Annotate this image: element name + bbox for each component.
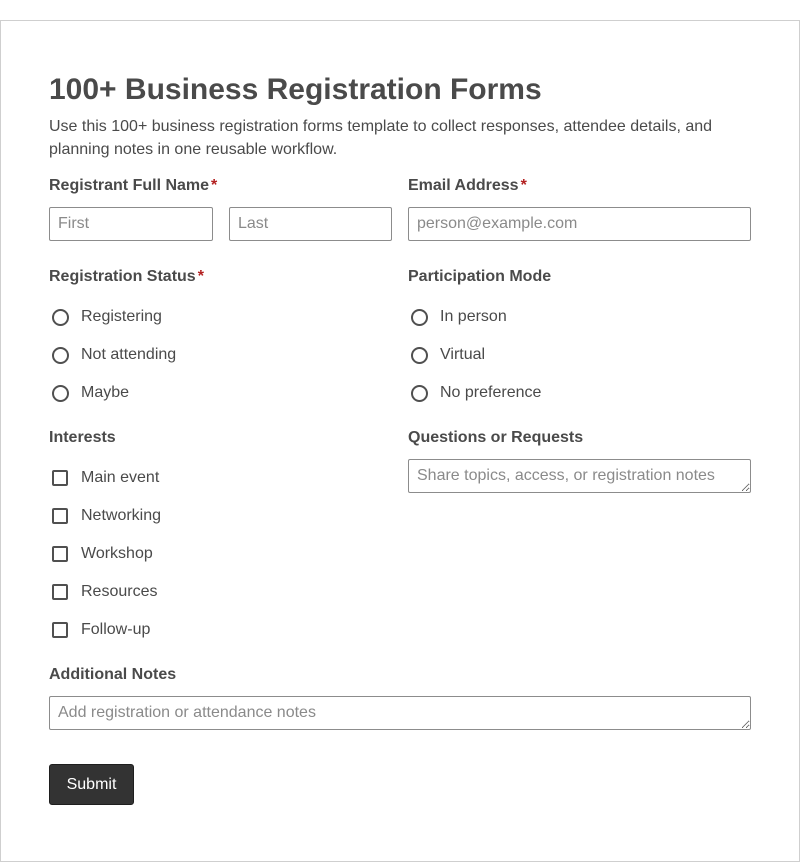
mode-option-in-person[interactable] (408, 305, 507, 329)
radio-button[interactable] (411, 385, 428, 402)
interest-option-resources[interactable] (49, 580, 157, 604)
radio-button[interactable] (411, 347, 428, 364)
notes-label-text: Additional Notes (49, 666, 177, 683)
status-option-label: Maybe (81, 384, 130, 401)
status-option-not-attending[interactable] (49, 343, 176, 367)
mode-option-label: No preference (440, 384, 542, 401)
mode-option-label: In person (440, 308, 507, 325)
interest-option-label: Resources (81, 583, 158, 600)
mode-label (408, 268, 551, 286)
interest-option-networking[interactable] (49, 504, 161, 528)
interest-option-follow-up[interactable] (49, 618, 150, 642)
radio-button[interactable] (52, 385, 69, 402)
form-title: 100+ Business Registration Forms (49, 73, 542, 106)
questions-textarea[interactable] (408, 459, 751, 493)
status-option-label: Not attending (81, 346, 177, 363)
email-label (408, 177, 527, 195)
last-name-input[interactable] (229, 207, 392, 241)
checkbox[interactable] (52, 584, 68, 600)
mode-label-text: Participation Mode (408, 268, 552, 285)
first-name-input[interactable] (49, 207, 213, 241)
submit-button[interactable]: Submit (49, 764, 134, 805)
name-label (49, 177, 217, 195)
notes-label (49, 666, 176, 684)
status-label (49, 268, 204, 286)
required-marker: * (197, 268, 204, 285)
email-label-text: Email Address (408, 177, 519, 194)
radio-button[interactable] (52, 347, 69, 364)
form-card (0, 20, 800, 862)
status-option-maybe[interactable] (49, 381, 129, 405)
interests-label-text: Interests (49, 429, 116, 446)
mode-option-no-preference[interactable] (408, 381, 541, 405)
checkbox[interactable] (52, 546, 68, 562)
email-input[interactable] (408, 207, 751, 241)
interest-option-label: Workshop (81, 545, 153, 562)
radio-button[interactable] (52, 309, 69, 326)
notes-textarea[interactable] (49, 696, 751, 730)
mode-option-label: Virtual (440, 346, 486, 363)
questions-label-text: Questions or Requests (408, 429, 584, 446)
checkbox[interactable] (52, 470, 68, 486)
status-option-registering[interactable] (49, 305, 162, 329)
interest-option-workshop[interactable] (49, 542, 153, 566)
radio-button[interactable] (411, 309, 428, 326)
required-marker: * (520, 177, 527, 194)
form-description: Use this 100+ business registration forms template to collect responses, attendee details, and planning notes in one reusable workflow. (49, 118, 713, 158)
interest-option-label: Follow-up (81, 621, 151, 638)
interest-option-label: Networking (81, 507, 162, 524)
required-marker: * (211, 177, 218, 194)
interest-option-main-event[interactable] (49, 466, 159, 490)
name-label-text: Registrant Full Name (49, 177, 210, 194)
status-option-label: Registering (81, 308, 162, 325)
checkbox[interactable] (52, 622, 68, 638)
checkbox[interactable] (52, 508, 68, 524)
status-label-text: Registration Status (49, 268, 196, 285)
mode-option-virtual[interactable] (408, 343, 485, 367)
interest-option-label: Main event (81, 469, 160, 486)
interests-label (49, 429, 116, 447)
questions-label (408, 429, 583, 447)
